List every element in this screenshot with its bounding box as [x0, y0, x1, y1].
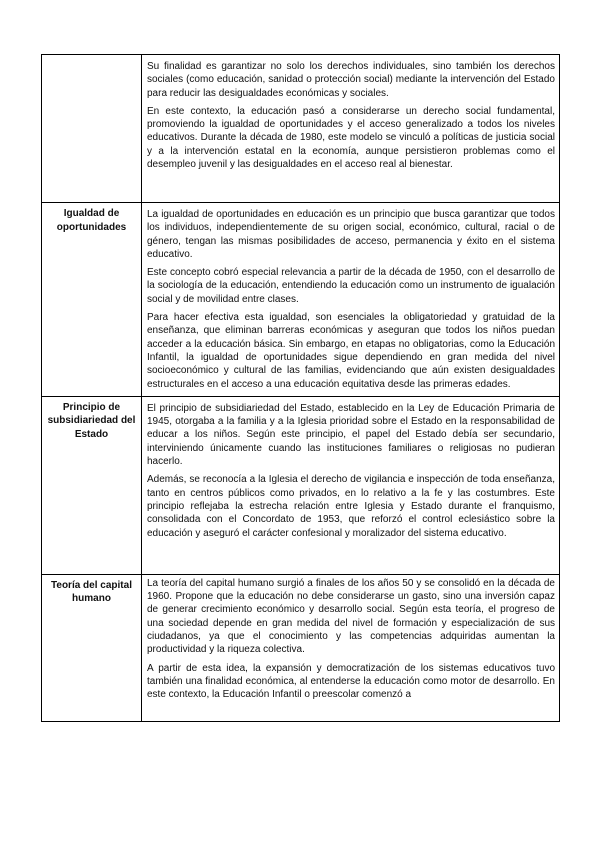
definition-cell — [142, 396, 560, 574]
term-cell — [42, 396, 142, 574]
table-row — [42, 55, 560, 203]
definition-cell — [142, 574, 560, 721]
definition-paragraph: Este concepto cobró especial relevancia a partir de la década de 1950, con el desarrollo de la sociología de la educación, entendiendo la educación como un instrumento de igualación social y de movilidad entre clases. — [147, 267, 555, 305]
definition-paragraph: En este contexto, la educación pasó a considerarse un derecho social fundamental, promoviendo la igualdad de oportunidades y el acceso generalizado a todos los niveles educativos. Durante la década de 1980, este modelo se vinculó a políticas de justicia social y a la intervención estatal en la economía, aunque persistieron problemas como el desempleo juvenil y las desigualdades en el acceso real al bienestar. — [147, 105, 555, 171]
term-label: Teoría del capital humano — [51, 579, 132, 605]
definition-paragraph: El principio de subsidiariedad del Estado, establecido en la Ley de Educación Primaria de 1945, otorgaba a la familia y a la Iglesia prioridad sobre el Estado en la responsabilidad de educar a los niños. Según este principio, el papel del Estado debía ser secundario, interviniendo únicamente cuando las instituciones familiares o religiosas no pudieran hacerlo. — [147, 402, 555, 468]
definition-paragraph: Su finalidad es garantizar no solo los derechos individuales, sino también los derechos sociales (como educación, sanidad o protección social) mediante la intervención del Estado para reducir las desigualdades económicas y sociales. — [147, 61, 555, 99]
definition-paragraph: Además, se reconocía a la Iglesia el derecho de vigilancia e inspección de toda enseñanza, tanto en centros públicos como privados, en lo relativo a la fe y las costumbres. Este principio reflejaba la estrecha relación entre Iglesia y Estado durante el franquismo, consolidada con el Concordato de 1953, que reforzó el control eclesiástico sobre la educación y aseguró el carácter confesional y moralizador del sistema educativo. — [147, 474, 555, 539]
definition-cell — [142, 203, 560, 397]
term-label: Principio de subsidiariedad del Estado — [47, 401, 136, 440]
table-row — [42, 203, 560, 397]
table-row — [42, 574, 560, 721]
table-row — [42, 396, 560, 574]
term-cell — [42, 203, 142, 397]
term-cell — [42, 574, 142, 721]
term-label: Igualdad de oportunidades — [56, 208, 127, 233]
definition-paragraph: La igualdad de oportunidades en educación es un principio que busca garantizar que todos los individuos, independientemente de su origen social, económico, cultural, racial o de género, tengan las mismas posibilidades de acceso, permanencia y éxito en el sistema educativo. — [147, 209, 555, 260]
definition-paragraph: La teoría del capital humano surgió a finales de los años 50 y se consolidó en la década de 1960. Propone que la educación no debe considerarse un gasto, sino una inversión capaz de generar crecimiento económico y desarrollo social. Según esta teoría, el progreso de una sociedad depende en gran medida del nivel de formación y especialización de sus ciudadanos, ya que el conocimiento y las competencias adquiridas aumentan la productividad y la riqueza colectiva. — [147, 577, 555, 656]
glossary-table — [41, 54, 560, 722]
definition-paragraph: Para hacer efectiva esta igualdad, son esenciales la obligatoriedad y gratuidad de la enseñanza, que eliminan barreras económicas y aseguran que todos los niños puedan acceder a la educación básica. Sin embargo, en etapas no obligatorias, como la Educación Infantil, la igualdad de oportunidades sigue dependiendo en gran medida del nivel socioeconómico y cultural de las familias, evidenciando que aún existen desigualdades estructurales en el acceso a una educación equitativa desde las primeras edades. — [147, 312, 555, 390]
term-cell — [42, 55, 142, 203]
definition-cell — [142, 55, 560, 203]
definition-paragraph: A partir de esta idea, la expansión y democratización de los sistemas educativos tuvo también una finalidad económica, al entenderse la educación como motor de desarrollo. En este contexto, la Educación Infantil o preescolar comenzó a — [147, 662, 555, 701]
